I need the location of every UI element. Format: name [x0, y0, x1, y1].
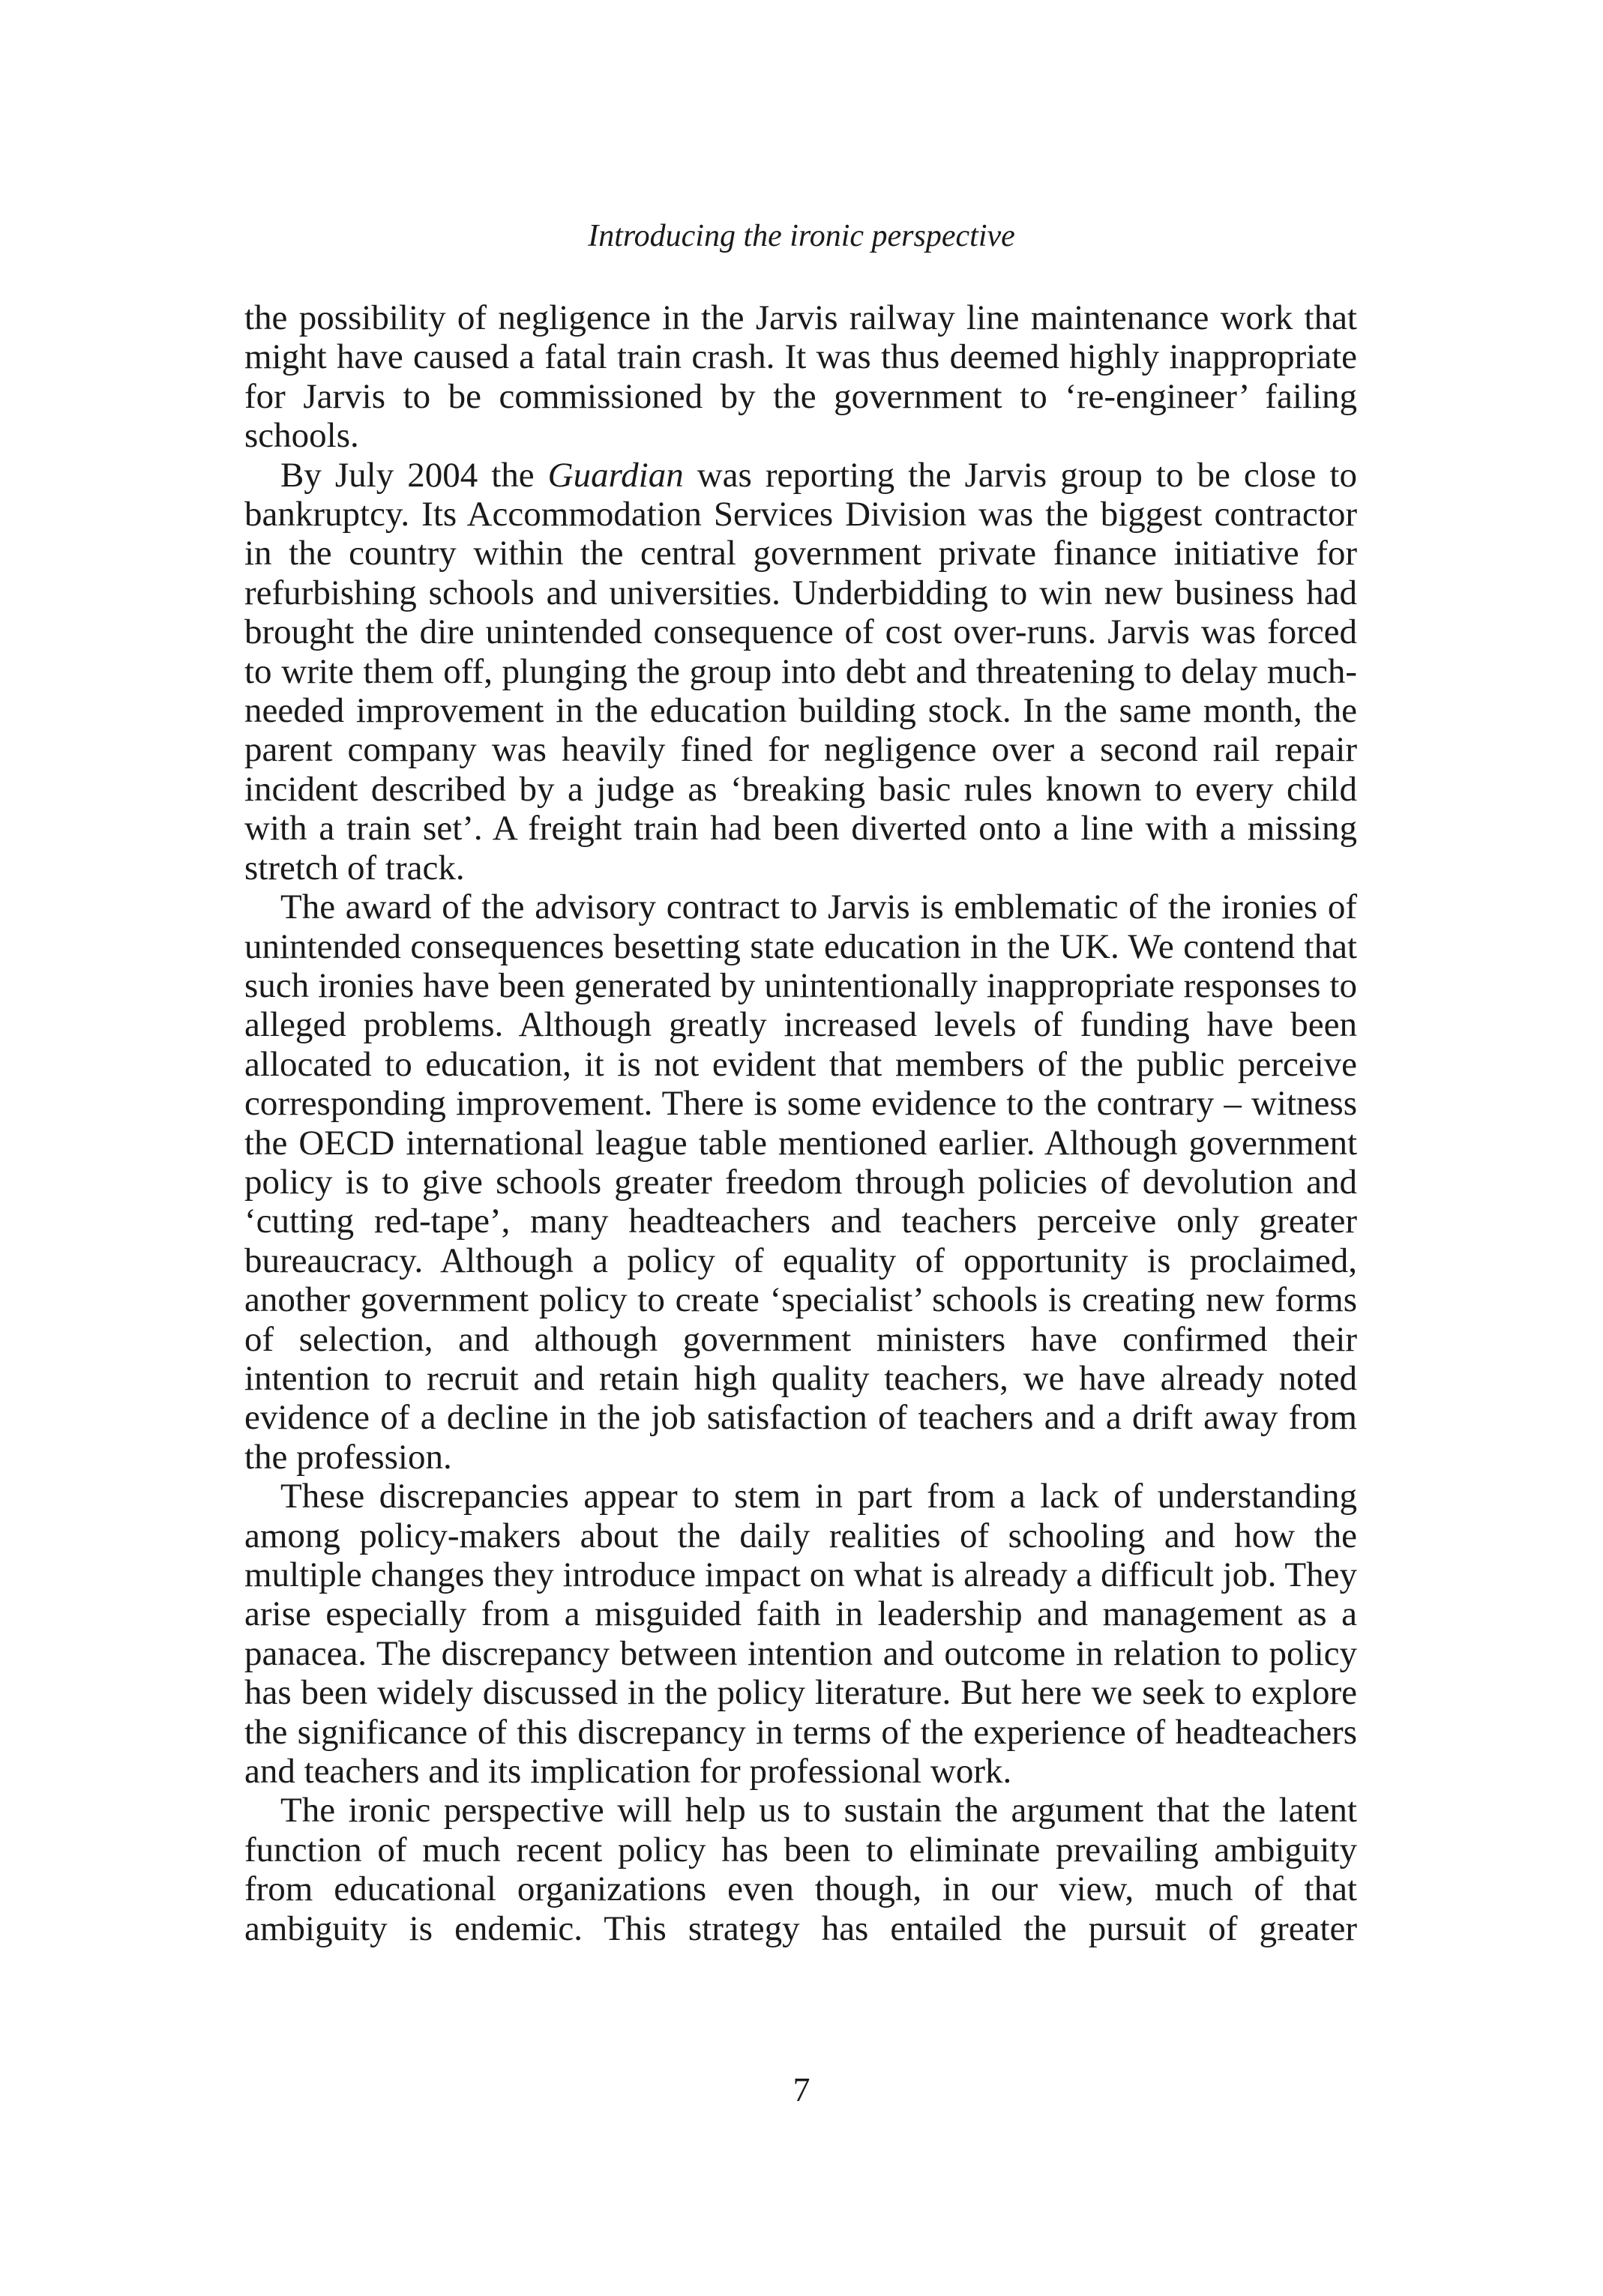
paragraph-2-lead: By July 2004 the: [280, 455, 548, 495]
running-head: Introducing the ironic perspective: [588, 219, 1015, 253]
paragraph-4: These discrepancies appear to stem in part from a lack of understanding among policy-makers about the daily realities of schooling and how the multiple changes they introduce impact on what is already a difficult job. They arise especially from a misguided faith in leadership and management as a panacea. The discrepancy between intention and outcome in relation to policy has been widely discussed in the policy literature. But here we seek to explore the significance of this discrepancy in terms of the experience of headteachers and teachers and its implication for professional work.: [244, 1477, 1357, 1792]
body-text: [244, 298, 1357, 1948]
paragraph-5: The ironic perspective will help us to sustain the argument that the latent function of much recent policy has been to eliminate prevailing ambiguity from educational organizations even though, in our view, much of that ambiguity is endemic. This strategy has entailed the pursuit of greater: [244, 1791, 1357, 1948]
paragraph-2-body: was reporting the Jarvis group to be close to bankruptcy. Its Accommodation Services Division was the biggest contractor in the country within the central government private finance initiative for refurbishing schools and universities. Underbidding to win new business had brought the dire unintended consequence of cost over-runs. Jarvis was forced to write them off, plunging the group into debt and threatening to delay much-needed improvement in the education building stock. In the same month, the parent company was heavily fined for negligence over a second rail repair incident described by a judge as ‘breaking basic rules known to every child with a train set’. A freight train had been diverted onto a line with a missing stretch of track.: [244, 455, 1357, 888]
page-number: 7: [793, 2070, 810, 2109]
paragraph-1: the possibility of negligence in the Jarvis railway line maintenance work that might have caused a fatal train crash. It was thus deemed highly inappropriate for Jarvis to be commissioned by the government to ‘re-engineer’ failing schools.: [244, 298, 1357, 456]
paragraph-2: [244, 456, 1357, 888]
paragraph-3: The award of the advisory contract to Jarvis is emblematic of the ironies of unintended consequences besetting state education in the UK. We contend that such ironies have been generated by unintentionally inappropriate responses to alleged problems. Although greatly increased levels of funding have been allocated to education, it is not evident that members of the public perceive corresponding improvement. There is some evidence to the contrary – witness the OECD international league table mentioned earlier. Although government policy is to give schools greater freedom through policies of devolution and ‘cutting red-tape’, many headteachers and teachers perceive only greater bureaucracy. Although a policy of equality of opportunity is proclaimed, another government policy to create ‘specialist’ schools is creating new forms of selection, and although government ministers have confirmed their intention to recruit and retain high quality teachers, we have already noted evidence of a decline in the job satisfaction of teachers and a drift away from the profession.: [244, 888, 1357, 1477]
newspaper-title: Guardian: [547, 455, 684, 495]
